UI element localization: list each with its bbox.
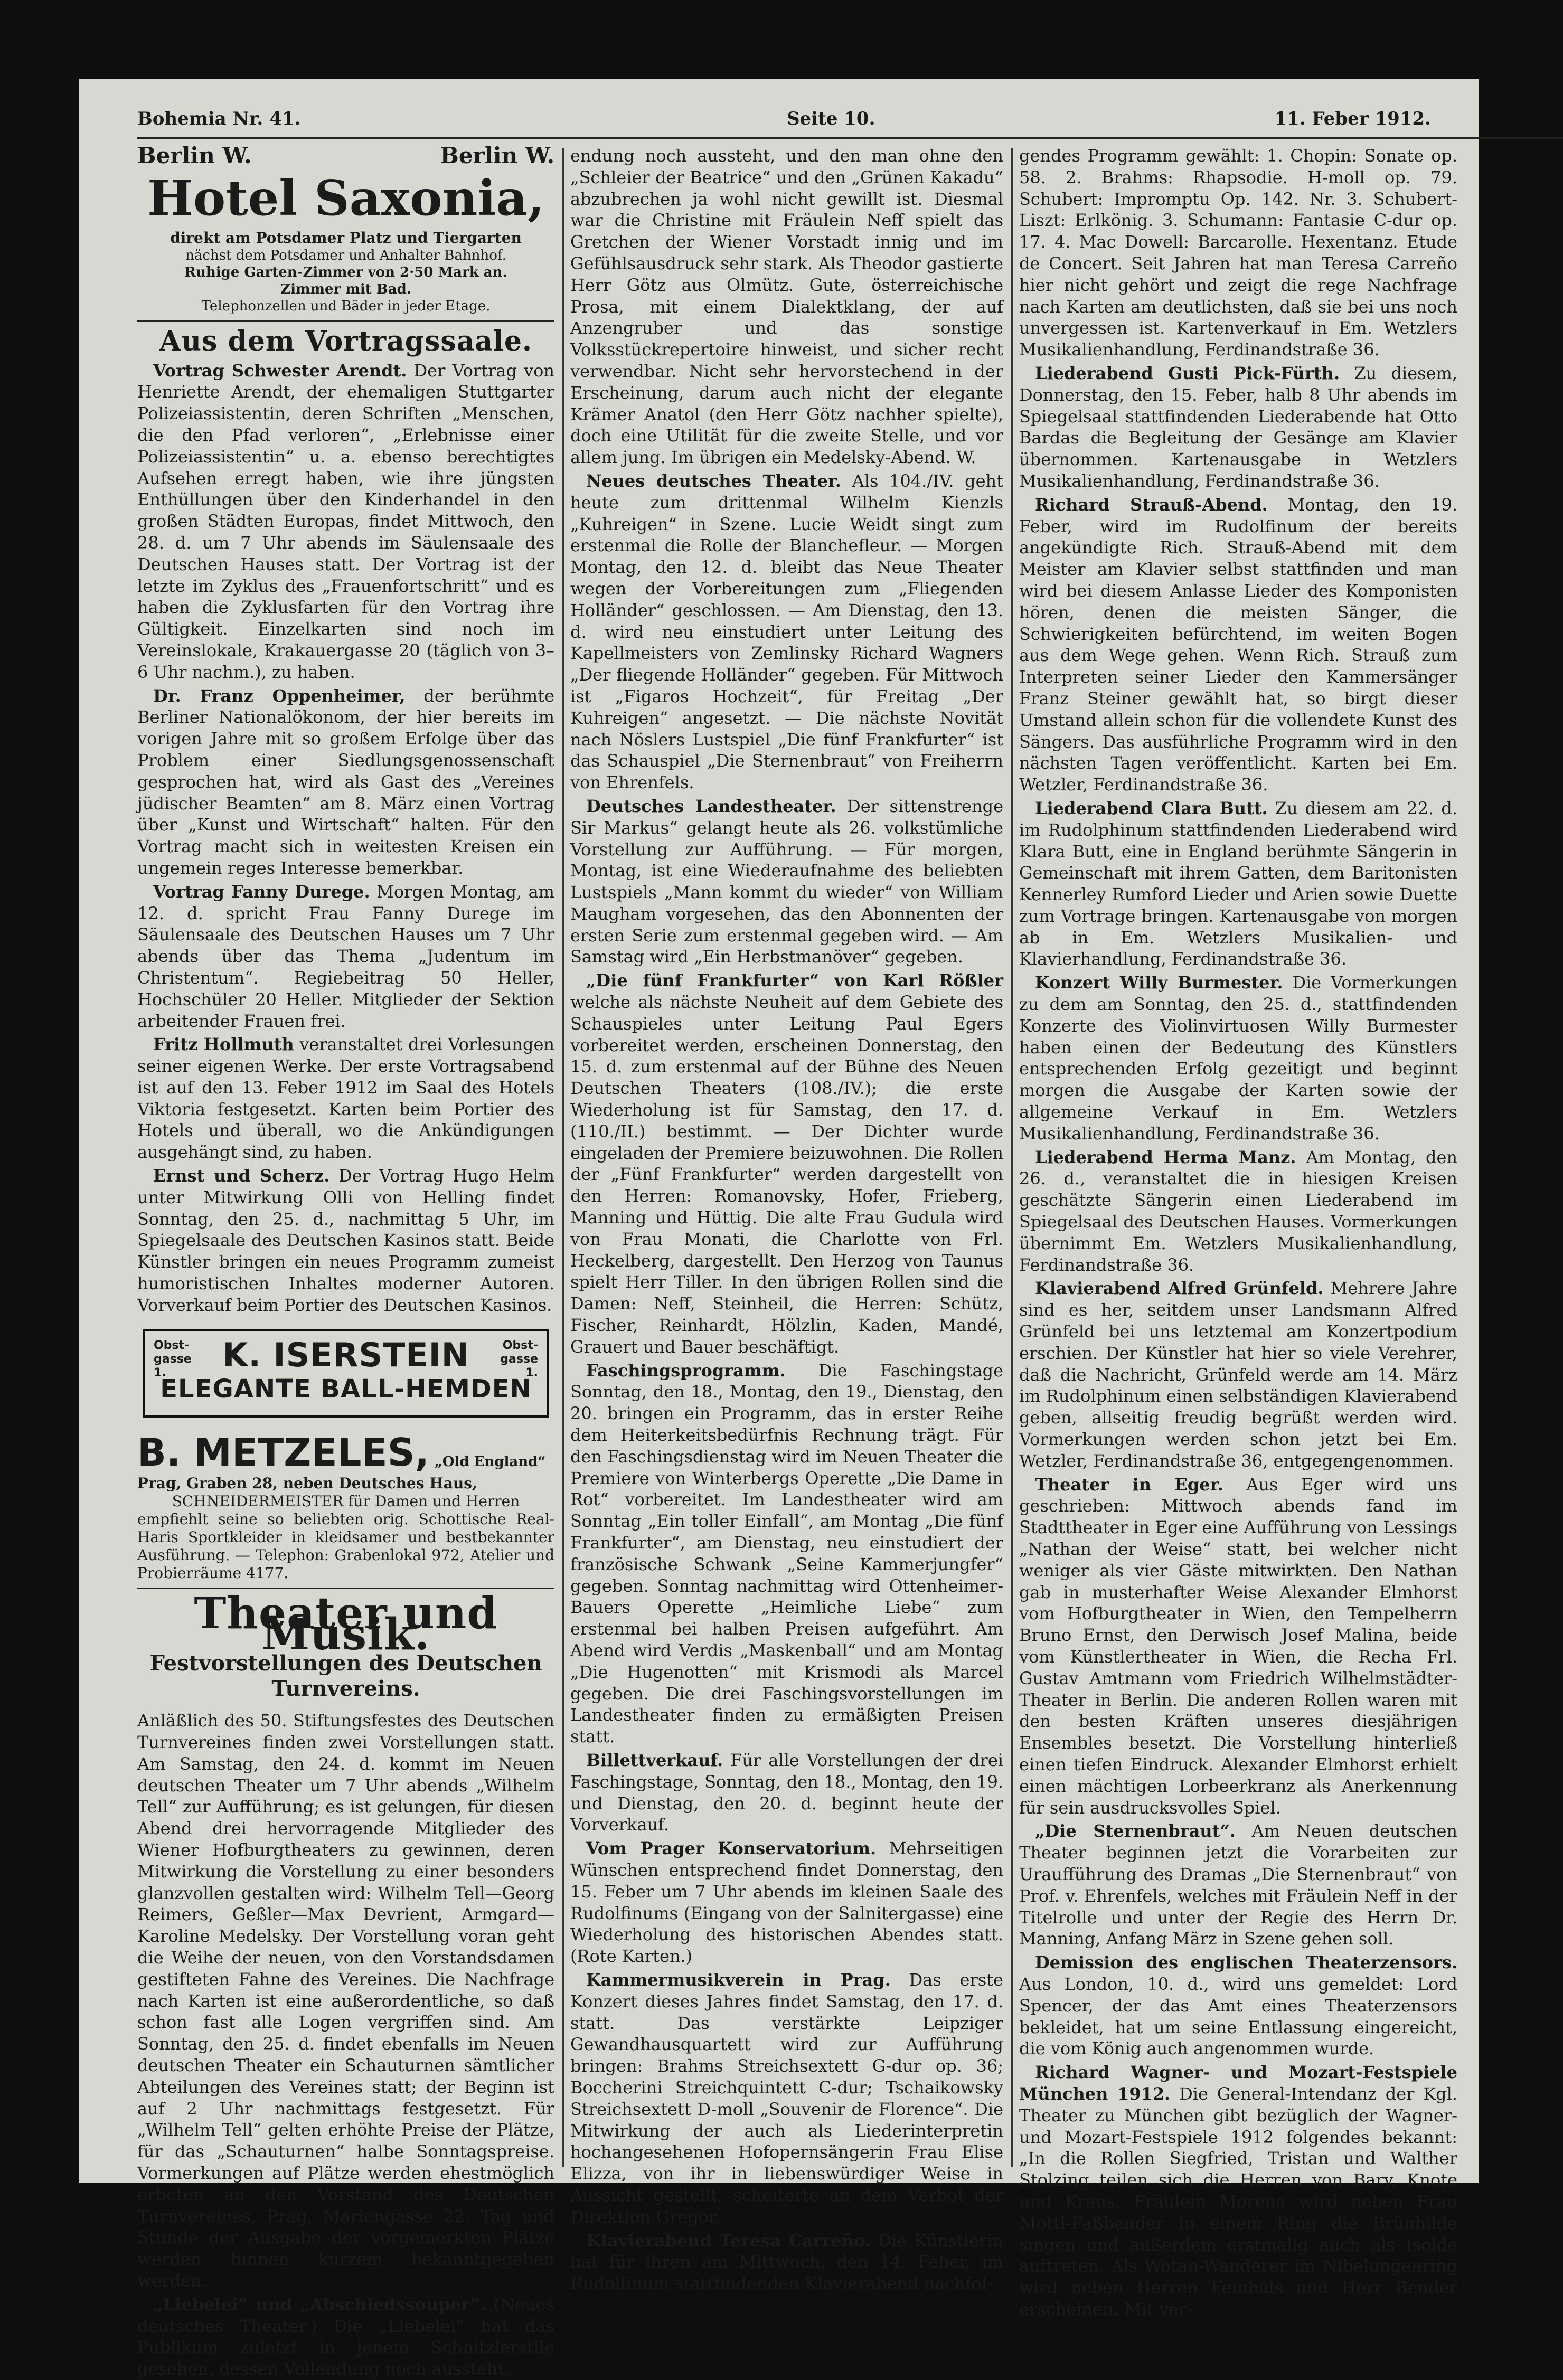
metzeles-details: empfiehlt seine so beliebten orig. Schottische Real-Haris Sportkleider in kleidsamer und bestbekannter Ausführung. — Telephon: Grabenlokal 972, Atelier und Probierräume 4177. [137, 1510, 554, 1582]
column-1 [137, 143, 555, 2379]
article-body: Anläßlich des 50. Stiftungsfestes des Deutschen Turnvereines finden zwei Vorstellungen statt. Am Samstag, den 24. d. kommt im Neuen deutschen Theater um 7 Uhr abends „Wilhelm Tell“ zur Aufführung; es ist gelungen, für diesen Abend drei hervorragende Mitglieder des Wiener Hofburgtheaters zu gewinnen, deren Mitwirkung die Vorstellung zu einer besonders glanzvollen gestalten wird: Wilhelm Tell—Georg Reimers, Geßler—Max Devrient, Armgard—Karoline Medelsky. Der Vorstellung voran geht die Weihe der neuen, von den Vorstandsdamen gestifteten Fahne des Vereines. Die Nachfrage nach Karten ist eine außerordentliche, so daß schon fast alle Logen vergriffen sind. Am Sonntag, den 25. d. findet ebenfalls im Neuen deutschen Theater ein Schauturnen sämtlicher Abteilungen des Vereines statt; der Beginn ist auf 2 Uhr nachmittags festgesetzt. Für „Wilhelm Tell“ gelten erhöhte Preise der Plätze, für das „Schauturnen“ halbe Sonntagspreise. Vormerkungen auf Plätze werden ehestmöglich erbeten an den Vorstand des Deutschen Turnvereines, Prag, Mariengasse 22. Tag und Stunde der Ausgabe der vorgemerkten Plätze werden binnen kurzem bekanntgegeben werden. [137, 1711, 554, 2291]
article-body: Die Vormerkungen zu dem am Sonntag, den 25. d., stattfindenden Konzerte des Violinvirtuosen Willy Burmester haben einen der Bedeutung des Künstlers entsprechenden Erfolg gezeitigt und beginnt morgen die Ausgabe der Karten sowie der allgemeine Verkauf in Em. Wetzlers Musikalienhandlung, Ferdinandstraße 36. [1019, 972, 1458, 1144]
hotel-saxonia-ad [137, 145, 554, 322]
article-headline: Vom Prager Konservatorium. [586, 1838, 877, 1859]
iserstein-product: ELEGANTE BALL-HEMDEN [160, 1374, 532, 1404]
masthead-date: 11. Feber 1912. [1274, 108, 1431, 129]
article-headline: Liederabend Herma Manz. [1035, 1147, 1296, 1167]
article-body: welche als nächste Neuheit auf dem Gebiete des Schauspieles unter Leitung Paul Egers vorbereitet werden, erscheinen Donnerstag, den 15. d. zum erstenmal auf der Bühne des Neuen Deutschen Theaters (108./IV.); die erste Wiederholung ist für Samstag, den 17. d. (110./II.) bestimmt. — Der Dichter wurde eingeladen der Premiere beizuwohnen. Die Rollen der „Fünf Frankfurter“ werden dargestellt von den Herren: Romanovsky, Hofer, Frieberg, Manning und Hüttig. Die alte Frau Gudula wird von Frau Monati, die Charlotte von Frl. Heckelberg, dargestellt. Den Herzog von Taunus spielt Herr Tiller. In den übrigen Rollen sind die Damen: Neff, Steinheil, die Herren: Schütz, Fischer, Reinhardt, Hölzlin, Kaden, Mandé, Grauert und Bauer beschäftigt. [570, 992, 1003, 1357]
article-paragraph [1019, 1147, 1457, 1276]
header-rule [137, 137, 1563, 139]
article-headline: Liederabend Gusti Pick-Fürth. [1035, 363, 1340, 383]
metzeles-name: B. METZELES, [137, 1430, 429, 1475]
article-body: Der sittenstrenge Sir Markus“ gelangt heute als 26. volkstümliche Vorstellung zur Aufführung. — Für morgen, Montag, ist eine Wiederaufnahme des beliebten Lustspiels „Mann kommt du wieder“ von William Maugham vorgesehen, das den Abonnenten der ersten Serie zum erstenmal gegeben wird. — Am Samstag wird „Ein Herbstmanöver“ gegeben. [570, 796, 1003, 967]
article-paragraph [137, 2294, 554, 2380]
article-headline: Dr. Franz Oppenheimer, [153, 685, 406, 706]
article-headline: „Liebelei“ und „Abschiedssouper“. [153, 2294, 486, 2315]
article-body: Die General-Intendanz der Kgl. Theater zu München gibt bezüglich der Wagner- und Mozart-Festspiele 1912 folgendes bekannt: „In die Rollen Siegfried, Tristan und Walther Stolzing teilen sich die Herren von Bary, Knote und Kraus. Fräulein Morena wird neben Frau Mottl-Faßbender in einem Ring die Brünhilde singen und außerdem erstmalig auch als Isolde auftreten. Als Wotan-Wanderer im Nibelungenring wird neben Herren Feinhals und Herr Bender erscheinen. Mit ver- [1019, 2083, 1458, 2319]
article-paragraph [137, 360, 554, 683]
article-paragraph [1019, 2062, 1457, 2320]
metzeles-address: Prag, Graben 28, neben Deutsches Haus, [137, 1474, 477, 1492]
article-headline: „Die fünf Frankfurter“ von Karl Rößler [586, 970, 1003, 991]
article-headline: Konzert Willy Burmester. [1035, 972, 1283, 993]
article-paragraph [1019, 1820, 1457, 1950]
section-title-theater: Theater und Musik. [194, 1588, 498, 1660]
article-paragraph [570, 1750, 1003, 1836]
article-body: Der Vortrag von Henriette Arendt, der ehemaligen Stuttgarter Polizeiassistentin, deren Schriften „Menschen, die den Pfad verloren“, „Erlebnisse einer Polizeiassistentin“ u. a. ebenso berechtigtes Aufsehen erregt haben, wie ihre jüngsten Enthüllungen über den Kinderhandel in den großen Städten Europas, findet Mittwoch, den 28. d. um 7 Uhr abends im Säulensaale des Deutschen Hauses statt. Der Vortrag ist der letzte im Zyklus des „Frauenfortschritt“ und es haben die Zyklusfarten für den Vortrag ihre Gültigkeit. Einzelkarten sind noch im Vereinslokale, Krakauergasse 20 (täglich von 3–6 Uhr nachm.), zu haben. [137, 360, 555, 682]
article-body: Als 104./IV. geht heute zum drittenmal Wilhelm Kienzls „Kuhreigen“ in Szene. Lucie Weidt singt zum erstenmal die Rolle der Blanchefleur. — Morgen Montag, den 12. d. bleibt das Neue Theater wegen der Vorbereitungen zum „Fliegenden Holländer“ geschlossen. — Am Dienstag, den 13. d. wird neu einstudiert unter Leitung des Kapellmeisters von Zemlinsky Richard Wagners „Der fliegende Holländer“ gegeben. Für Mittwoch ist „Figaros Hochzeit“, für Freitag „Der Kuhreigen“ angesetzt. — Die nächste Novität nach Nöslers Lustspiel „Die fünf Frankfurter“ ist das Schauspiel „Die Sternenbraut“ von Freiherrn von Ehrenfels. [570, 470, 1004, 793]
article-paragraph [570, 470, 1003, 794]
article-body: Die Faschingstage Sonntag, den 18., Montag, den 19., Dienstag, den 20. bringen ein Programm, das in erster Reihe dem Heiterkeitsbedürfnis Rechnung trägt. Für den Faschingsdienstag wird im Neuen Theater die Premiere von Winterbergs Operette „Die Dame in Rot“ vorbereitet. Im Landestheater wird am Sonntag „Ein toller Einfall“, am Montag „Die fünf Frankfurter“, am Dienstag, neu einstudiert der französische Schwank „Seine Kammerjungfer“ gegeben. Sonntag nachmittag wird Ottenheimer-Bauers Operette „Heimliche Liebe“ zum erstenmal bei halben Preisen aufgeführt. Am Abend wird Verdis „Maskenball“ und am Montag „Die Hugenotten“ mit Krismodi als Marcel gegeben. Die drei Faschingsvorstellungen im Landestheater finden zu ermäßigten Preisen statt. [570, 1360, 1003, 1747]
article-paragraph [570, 2230, 1003, 2294]
article-headline: Theater in Eger. [1035, 1474, 1223, 1495]
article-body: der berühmte Berliner Nationalökonom, der hier bereits im vorigen Jahre mit so großem Erfolge über das Problem einer Siedlungsgenossenschaft gesprochen hat, wird als Gast des „Vereines jüdischer Beamten“ am 8. März einen Vortrag über „Kunst und Wirtschaft“ halten. Für den Vortrag macht sich in weitesten Kreisen ein ungemein reges Interesse bemerkbar. [137, 685, 555, 878]
hotel-name: Hotel Saxonia, [147, 169, 545, 226]
iserstein-address-left: Obst-gasse 1. [154, 1338, 192, 1380]
section-subtitle-theater: Festvorstellungen des Deutschen Turnvereins. [149, 1651, 542, 1702]
article-headline: Richard Strauß-Abend. [1035, 494, 1268, 515]
article-headline: Neues deutsches Theater. [586, 470, 841, 491]
article-paragraph [137, 1034, 554, 1163]
article-headline: Demission des englischen Theaterzensors. [1035, 1952, 1457, 1973]
article-paragraph [570, 145, 1003, 468]
vortrag-articles [137, 360, 554, 1316]
theater-articles-col3 [1019, 145, 1457, 2320]
article-headline: Klavierabend Teresa Carreño. [586, 2230, 871, 2251]
article-paragraph [1019, 972, 1457, 1144]
article-body: endung noch aussteht, und den man ohne den „Schleier der Beatrice“ und den „Grünen Kakadu“ abzubrechen ja wohl nicht gewillt ist. Diesmal war die Christine mit Fräulein Neff spielt das Gretchen der Wiener Vorstadt innig und im Gefühlsausdruck sehr stark. Als Theodor gastierte Herr Götz aus Olmütz. Gute, österreichische Prosa, mit einem Dialektklang, der auf Anzengruber und das sonstige Volksstückrepertoire hinweist, und sicher recht verwendbar. Nicht sehr hervorstechend in der Erscheinung, darum auch nicht der elegante Krämer Anatol (den Herr Götz nachher spielte), doch eine Utilität für die zweite Stelle, und vor allem jung. Im übrigen ein Medelsky-Abend. W. [570, 146, 1003, 468]
article-paragraph [137, 1710, 554, 2292]
article-body: veranstaltet drei Vorlesungen seiner eigenen Werke. Der erste Vortragsabend ist auf den 13. Feber 1912 im Saal des Hotels Viktoria festgesetzt. Karten beim Portier des Hotels und überall, wo die Ankündigungen ausgehängt sind, zu haben. [137, 1034, 554, 1163]
iserstein-ad [143, 1329, 549, 1418]
hotel-line: Ruhige Garten-Zimmer von 2·50 Mark an. [184, 264, 507, 280]
hotel-line: Telephonzellen und Bäder in jeder Etage. [201, 298, 491, 314]
article-headline: Billettverkauf. [586, 1750, 723, 1770]
article-body: Am Montag, den 26. d., veranstaltet die in hiesigen Kreisen geschätzte Sängerin einen Liederabend im Spiegelsaal des Deutschen Hauses. Vormerkungen übernimmt Em. Wetzlers Musikalienhandlung, Ferdinandstraße 36. [1019, 1147, 1457, 1275]
article-body: Am Neuen deutschen Theater beginnen jetzt die Vorarbeiten zur Uraufführung des Dramas „Die Sternenbraut“ von Prof. v. Ehrenfels, welches mit Fräulein Neff in der Titelrolle und unter der Regie des Herrn Dr. Manning, Anfang März in Szene gehen soll. [1019, 1821, 1458, 1949]
article-body: Aus Eger wird uns geschrieben: Mittwoch abends fand im Stadttheater in Eger eine Aufführung von Lessings „Nathan der Weise“ statt, bei welcher nicht weniger als vier Gäste mitwirkten. Den Nathan gab in musterhafter Weise Alexander Elmhorst vom Hofburgtheater in Wien, den Tempelherrn Bruno Ernst, den Derwisch Josef Malina, beide vom Künstlertheater in Wien, die Recha Frl. Gustav Amtmann vom Friedrich Wilhelmstädter-Theater in Berlin. Die anderen Rollen waren mit den besten Kräften unseres diesjährigen Ensembles besetzt. Die Vorstellung hinterließ einen tiefen Eindruck. Alexander Elmhorst erhielt einen mächtigen Lorbeerkranz als Anerkennung für sein ausdrucksvolles Spiel. [1019, 1474, 1458, 1818]
article-paragraph [137, 881, 554, 1032]
metzeles-trade: SCHNEIDERMEISTER für Damen und Herren [172, 1492, 520, 1510]
article-paragraph [1019, 1278, 1457, 1471]
article-body: Aus London, 10. d., wird uns gemeldet: Lord Spencer, der das Amt eines Theaterzensors bekleidet, hat um seine Entlassung eingereicht, die vom König auch angenommen wurde. [1019, 1973, 1457, 2059]
newspaper-page [79, 79, 1479, 2379]
article-headline: Richard Wagner- und Mozart-Festspiele München 1912. [1019, 2062, 1457, 2104]
article-paragraph [570, 970, 1003, 1357]
article-headline: Klavierabend Alfred Grünfeld. [1035, 1278, 1324, 1299]
article-paragraph [1019, 145, 1457, 361]
article-body: Mehrseitigen Wünschen entsprechend findet Donnerstag, den 15. Feber um 7 Uhr abends im kleinen Saale des Rudolfinums (Eingang von der Salnitergasse) eine Wiederholung des historischen Abendes statt. (Rote Karten.) [570, 1838, 1004, 1967]
article-paragraph [1019, 494, 1457, 796]
article-body: Zu diesem am 22. d. im Rudolphinum stattfindenden Liederabend wird Klara Butt, eine in England berühmte Sängerin in Gemeinschaft mit ihrem Gatten, dem Baritonisten Kennerley Rumford Lieder und Arien sowie Duette zum Vortrage bringen. Kartenausgabe von morgen ab in Em. Wetzlers Musikalien- und Klavierhandlung, Ferdinandstraße 36. [1019, 798, 1458, 969]
article-paragraph [570, 1360, 1003, 1748]
article-body: Montag, den 19. Feber, wird im Rudolfinum der bereits angekündigte Rich. Strauß-Abend mit dem Meister am Klavier selbst stattfinden und man wird bei diesem Anlasse Lieder des Komponisten hören, denen die meisten Sänger, die Schwierigkeiten befürchtend, im weiten Bogen aus dem Wege gehen. Wenn Rich. Strauß zum Interpreten seiner Lieder den Kammersänger Franz Steiner gewählt hat, so birgt dieser Umstand allein schon für die vollendete Kunst des Sängers. Das ausführliche Programm wird in den nächsten Tagen veröffentlicht. Karten bei Em. Wetzler, Ferdinandstraße 36. [1019, 494, 1458, 795]
metzeles-england: „Old England“ [434, 1453, 546, 1470]
section-title-vortrag: Aus dem Vortragssaale. [159, 325, 533, 357]
article-body: Mehrere Jahre sind es her, seitdem unser Landsmann Alfred Grünfeld bei uns letztemal am Konzertpodium erschien. Der Künstler hat hier so viele Verehrer, daß die Nachricht, Grünfeld werde am 14. März im Rudolphinum einen selbständigen Klavierabend geben, allseitig freudig begrüßt werden wird. Vormerkungen werden schon jetzt bei Em. Wetzler, Ferdinandstraße 36, entgegengenommen. [1019, 1278, 1458, 1471]
article-headline: Faschingsprogramm. [586, 1360, 786, 1381]
article-paragraph [137, 685, 554, 879]
article-headline: Vortrag Schwester Arendt. [153, 360, 407, 381]
article-body: (Neues deutsches Theater.) Die „Liebelei“ hat das Publikum zuletzt in jenem Schnitzlerstile gesehen, dessen Vollendung noch aussteht, [137, 2294, 555, 2379]
article-headline: Vortrag Fanny Durege. [153, 881, 370, 902]
column-2 [570, 145, 1004, 2294]
article-body: Für alle Vorstellungen der drei Faschingstage, Sonntag, den 18., Montag, den 19. und Dienstag, den 20. d. beginnt heute der Vorverkauf. [570, 1750, 1004, 1835]
article-paragraph [570, 1969, 1003, 2228]
article-headline: Ernst und Scherz. [153, 1166, 330, 1186]
metzeles-ad [137, 1430, 554, 1589]
article-paragraph [570, 1838, 1003, 1967]
article-body: Das erste Konzert dieses Jahres findet Samstag, den 17. d. statt. Das verstärkte Leipziger Gewandhausquartett wird zur Aufführung bringen: Brahms Streichsextett G-dur op. 36; Boccherini Streichquintett C-dur; Tschaikowsky Streichsextett D-moll „Souvenir de Florence“. Die Mitwirkung der auch als Liederinterpretin hochangesehenen Hofopernsängerin Frau Elise Elizza, von ihr in liebenswürdiger Weise in Aussicht gestellt, scheiterte an dem Verbot der Direktion Gregor. [570, 1969, 1003, 2227]
masthead-page-number: Seite 10. [787, 108, 875, 129]
iserstein-name: K. ISERSTEIN [222, 1335, 469, 1374]
masthead-issue: Bohemia Nr. 41. [137, 108, 301, 129]
column-divider [1011, 148, 1013, 2167]
theater-articles-col1 [137, 1710, 554, 2380]
article-headline: Kammermusikverein in Prag. [586, 1969, 891, 1990]
column-divider [562, 148, 564, 2167]
hotel-line: Zimmer mit Bad. [280, 281, 411, 297]
article-headline: „Die Sternenbraut“. [1035, 1821, 1236, 1841]
ad-tag-left: Berlin W. [137, 143, 252, 168]
article-paragraph [1019, 798, 1457, 970]
article-paragraph [1019, 1474, 1457, 1819]
article-headline: Deutsches Landestheater. [586, 796, 836, 816]
article-body: Zu diesem, Donnerstag, den 15. Feber, halb 8 Uhr abends im Spiegelsaal stattfindenden Liederabende hat Otto Bardas die Begleitung der Gesänge am Klavier übernommen. Kartenausgabe in Wetzlers Musikalienhandlung, Ferdinandstraße 36. [1019, 363, 1458, 491]
article-body: Die Künstlerin hat für ihren am Mittwoch, den 14. Feber, im Rudolfinum stattfindenden Klavierabend nachfol- [570, 2230, 1003, 2294]
article-headline: Fritz Hollmuth [153, 1034, 294, 1055]
article-paragraph [1019, 363, 1457, 492]
article-paragraph [137, 1165, 554, 1316]
theater-articles-col2 [570, 145, 1003, 2294]
article-paragraph [1019, 1952, 1457, 2060]
article-paragraph [570, 796, 1003, 968]
masthead [137, 108, 1547, 140]
ad-tag-right: Berlin W. [440, 143, 554, 168]
hotel-line: nächst dem Potsdamer und Anhalter Bahnhof. [185, 247, 506, 263]
column-3 [1019, 145, 1458, 2319]
article-body: Der Vortrag Hugo Helm unter Mitwirkung Olli von Helling findet Sonntag, den 25. d., nachmittag 5 Uhr, im Spiegelsaale des Deutschen Kasinos statt. Beide Künstler bringen ein neues Programm zumeist humoristischen Inhaltes moderner Autoren. Vorverkauf beim Portier des Deutschen Kasinos. [137, 1166, 555, 1315]
article-body: Morgen Montag, am 12. d. spricht Frau Fanny Durege im Säulensaale des Deutschen Hauses um 7 Uhr abends über das Thema „Judentum im Christentum“. Regiebeitrag 50 Heller, Hochschüler 20 Heller. Mitglieder der Sektion arbeitender Frauen frei. [137, 881, 554, 1031]
hotel-location: direkt am Potsdamer Platz und Tiergarten [170, 229, 522, 247]
article-headline: Liederabend Clara Butt. [1035, 798, 1268, 818]
article-body: gendes Programm gewählt: 1. Chopin: Sonate op. 58. 2. Brahms: Rhapsodie. H-moll op. 79. Schubert: Impromptu Op. 142. Nr. 3. Schubert-Liszt: Erlkönig. 3. Schumann: Fantasie C-dur op. 17. 4. Mac Dowell: Barcarolle. Hexentanz. Etude de Concert. Seit Jahren hat man Teresa Carreño hier nicht gehört und zeigt die rege Nachfrage nach Karten am deutlichsten, daß sie bei uns noch unvergessen ist. Kartenverkauf in Em. Wetzlers Musikalienhandlung, Ferdinandstraße 36. [1019, 146, 1457, 360]
iserstein-address-right: Obst-gasse 1. [500, 1338, 538, 1380]
